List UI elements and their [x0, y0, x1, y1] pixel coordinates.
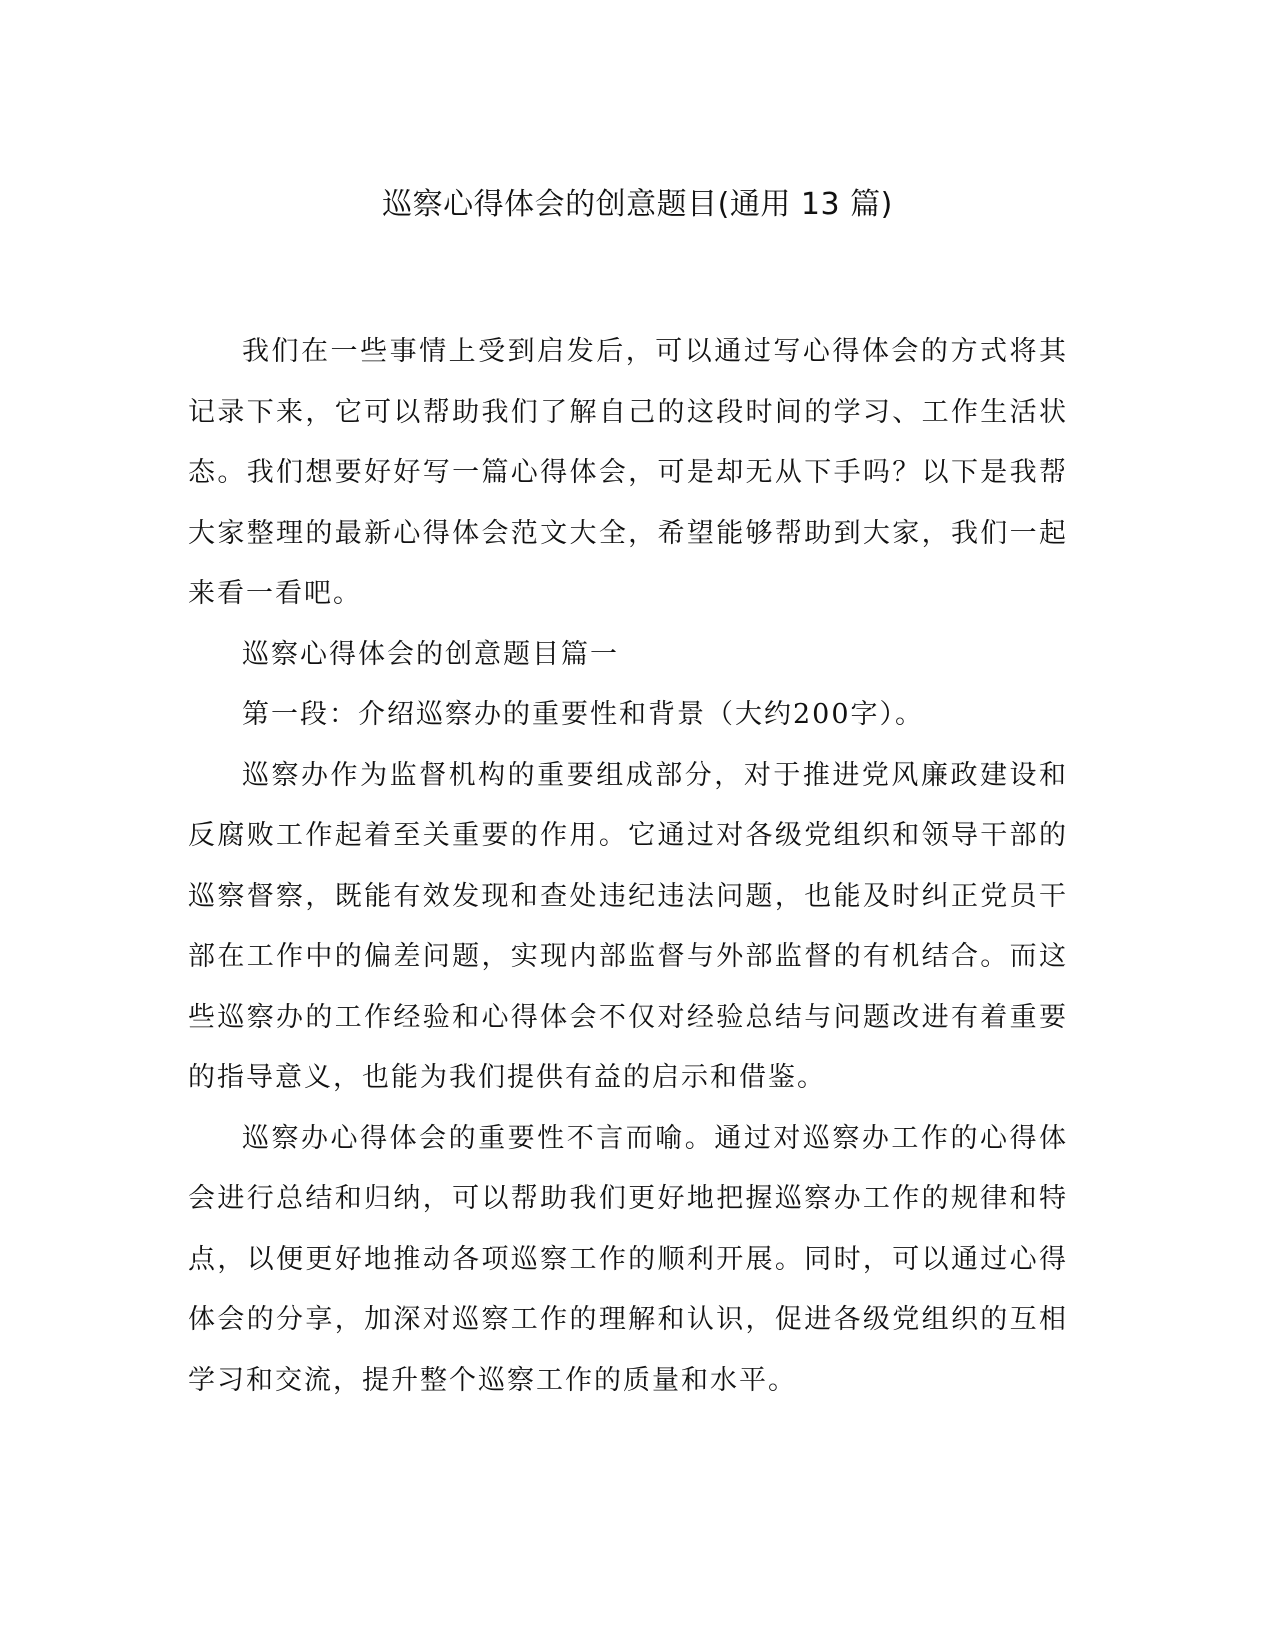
body-paragraph: 巡察办作为监督机构的重要组成部分，对于推进党风廉政建设和反腐败工作起着至关重要的作用。它通过对各级党组织和领导干部的巡察督察，既能有效发现和查处违纪违法问题，也能及时纠正党员干部在工作中的偏差问题，实现内部监督与外部监督的有机结合。而这些巡察办的工作经验和心得体会不仅对经验总结与问题改进有着重要的指导意义，也能为我们提供有益的启示和借鉴。: [188, 759, 1068, 1093]
document-body: [188, 322, 1068, 1411]
section-subheading: 第一段：介绍巡察办的重要性和背景（大约200字）。: [242, 699, 925, 730]
document-title: 巡察心得体会的创意题目(通用 13 篇): [382, 187, 893, 222]
body-paragraph: 巡察办心得体会的重要性不言而喻。通过对巡察办工作的心得体会进行总结和归纳，可以帮助我们更好地把握巡察办工作的规律和特点，以便更好地推动各项巡察工作的顺利开展。同时，可以通过心得体会的分享，加深对巡察工作的理解和认识，促进各级党组织的互相学习和交流，提升整个巡察工作的质量和水平。: [188, 1122, 1068, 1396]
section-heading: 巡察心得体会的创意题目篇一: [242, 638, 619, 670]
intro-paragraph: 我们在一些事情上受到启发后，可以通过写心得体会的方式将其记录下来，它可以帮助我们了解自己的这段时间的学习、工作生活状态。我们想要好好写一篇心得体会，可是却无从下手吗？以下是我帮大家整理的最新心得体会范文大全，希望能够帮助到大家，我们一起来看一看吧。: [188, 336, 1068, 609]
